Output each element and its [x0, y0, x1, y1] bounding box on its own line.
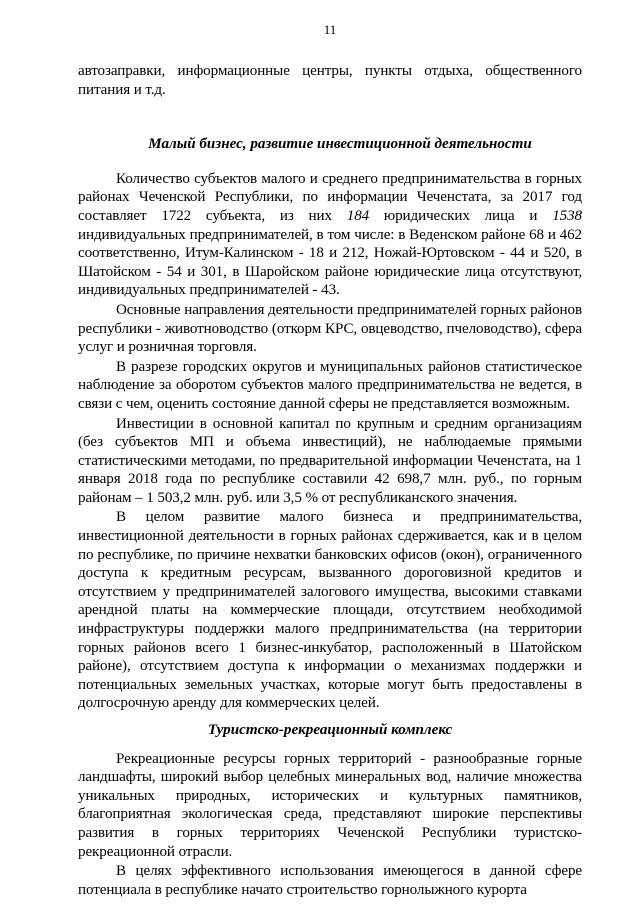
- paragraph-investments: Инвестиции в основной капитал по крупным и средним организациям (без субъектов МП и объема инвестиций), не наблюдаемые прямыми статистическими методами, по предварительной информации Чеченстата, на 1 января 2018 года по республике составили 42 698,7 млн. руб., по горным районам – 1 503,2 млн. руб. или 3,5 % от республиканского значения.: [78, 415, 582, 506]
- page-number: 11: [323, 22, 337, 37]
- italic-number: 1538: [552, 207, 582, 224]
- section-heading-small-business: Малый бизнес, развитие инвестиционной деятельности: [148, 136, 532, 153]
- text-run: индивидуальных предпринимателей, в том числе: в Веденском районе 68 и 462 соответственно, Итум-Калинском - 18 и 212, Ножай-Юртовском - 44 и 520, в Шатойском - 54 и 301, в Шаройском районе юридические лица отсутствуют, индивидуальных предпринимателей - 43.: [78, 226, 582, 299]
- paragraph-sme-count: [78, 170, 582, 300]
- italic-number: 184: [346, 207, 370, 224]
- paragraph-ski-resort: В целях эффективного использования имеющегося в данной сфере потенциала в республике начато строительство горнолыжного курорта: [78, 863, 582, 898]
- paragraph-continuation: автозаправки, информационные центры, пункты отдыха, общественного питания и т.д.: [78, 63, 582, 98]
- section-heading-tourism: Туристско-рекреационный комплекс: [207, 722, 453, 738]
- paragraph-constraints: В целом развитие малого бизнеса и предпринимательства, инвестиционной деятельности в горных районах сдерживается, как и в целом по республике, по причине нехватки банковских офисов (окон), ограниченного доступа к кредитным ресурсам, вызванного дороговизной кредитов и отсутствием у предпринимателей залогового имущества, высокими ставками арендной платы на коммерческие площади, отсутствием необходимой инфраструктуры поддержки малого предпринимательства (на территории горных районов всего 1 бизнес-инкубатор, расположенный в Шатойском районе), отсутствием доступа к информации о механизмах поддержки и потенциальных земельных участках, которые могут быть предоставлены в долгосрочную аренду для коммерческих целей.: [78, 509, 582, 712]
- text-run: Количество субъектов малого и среднего предпринимательства в горных районах Чеченской Республики, по информации Чеченстата, за 2017 год составляет 1722 субъекта, из них: [78, 170, 582, 224]
- paragraph-recreation-resources: Рекреационные ресурсы горных территорий - разнообразные горные ландшафты, широкий выбор целебных минеральных вод, наличие множества уникальных природных, исторических и культурных памятников, благоприятная экологическая среда, представляют широкие перспективы развития в горных территориях Чеченской Республики туристско-рекреационной отрасли.: [78, 750, 582, 860]
- paragraph-business-directions: Основные направления деятельности предпринимателей горных районов республики - животноводство (откорм КРС, овцеводство, пчеловодство), сфера услуг и розничная торговля.: [78, 301, 582, 356]
- text-run: юридических лица и: [369, 207, 553, 224]
- paragraph-statistics-note: В разрезе городских округов и муниципальных районов статистическое наблюдение за оборотом субъектов малого предпринимательства не ведется, в связи с чем, оценить состояние данной сферы не представляется возможным.: [78, 358, 582, 412]
